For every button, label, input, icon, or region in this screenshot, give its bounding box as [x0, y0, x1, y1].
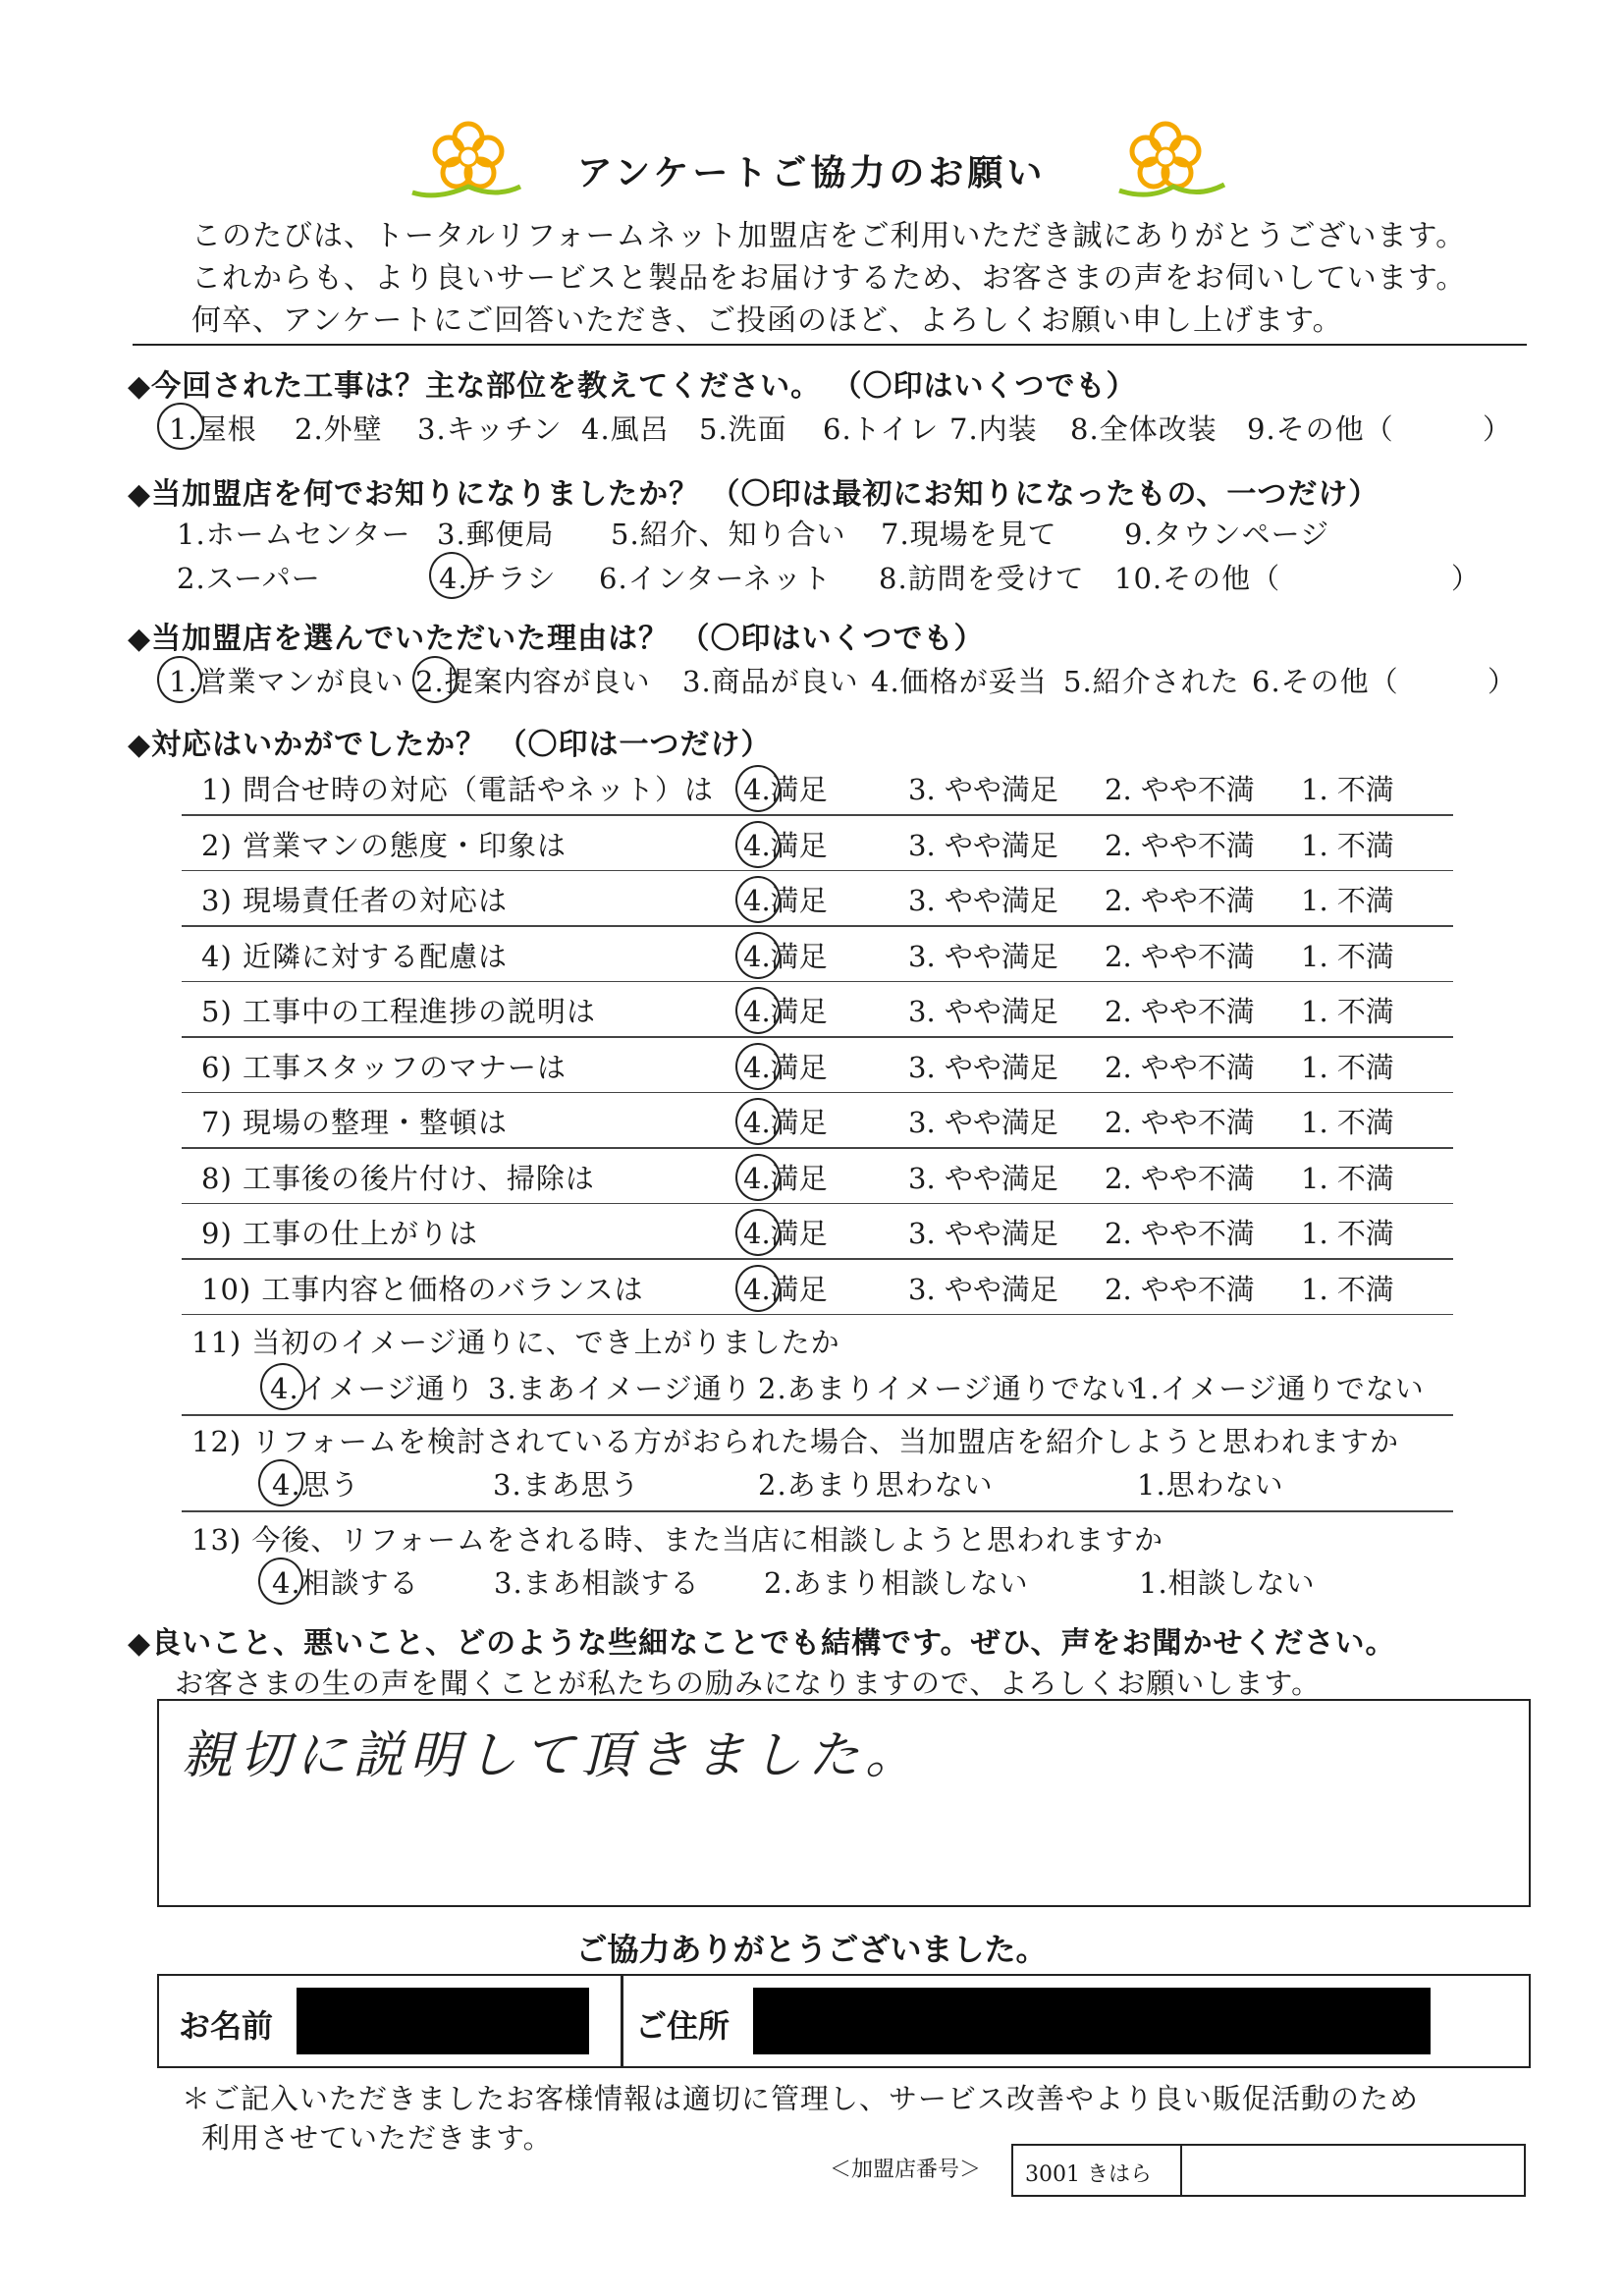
rating-option[interactable]: 4.満足	[743, 939, 828, 973]
rating-option[interactable]: 2. やや不満	[1105, 939, 1255, 973]
rating-option[interactable]: 3. やや満足	[908, 884, 1058, 917]
q3-option-1[interactable]: 1.営業マンが良い	[169, 665, 405, 698]
q4-note: （〇印は一つだけ）	[497, 728, 772, 762]
thanks-message: ご協力ありがとうございました。	[575, 1931, 1048, 1968]
rating-option[interactable]: 2. やや不満	[1105, 773, 1255, 806]
address-redaction	[753, 1988, 1431, 2054]
row-divider	[182, 1147, 1453, 1149]
q12-option-1[interactable]: 1.思わない	[1137, 1468, 1284, 1502]
q12-title: 12) リフォームを検討されている方がおられた場合、当加盟店を紹介しようと思われますか	[191, 1425, 1399, 1458]
answer-circle	[258, 1558, 303, 1605]
rating-option[interactable]: 1. 不満	[1301, 828, 1394, 862]
q13-option-1[interactable]: 1.相談しない	[1139, 1566, 1316, 1600]
q2-option-10-close: ）	[1451, 562, 1482, 595]
row-divider	[182, 1092, 1453, 1094]
customer-info-table	[157, 1974, 1531, 2068]
rating-option[interactable]: 1. 不満	[1301, 939, 1394, 973]
rating-option[interactable]: 2. やや不満	[1105, 1161, 1255, 1195]
q11-title: 11) 当初のイメージ通りに、でき上がりましたか	[191, 1326, 840, 1359]
comment-subtitle: お客さまの生の声を聞くことが私たちの励みになりますので、よろしくお願いします。	[175, 1667, 1322, 1700]
q1-option-5[interactable]: 5.洗面	[699, 412, 787, 446]
name-redaction	[297, 1988, 589, 2054]
rating-option[interactable]: 3. やや満足	[908, 1217, 1058, 1250]
q3-option-3[interactable]: 3.商品が良い	[682, 665, 859, 698]
q2-option-8[interactable]: 8.訪問を受けて	[879, 562, 1085, 595]
rating-option[interactable]: 4.満足	[743, 828, 828, 862]
q12-option-3[interactable]: 3.まあ思う	[493, 1468, 640, 1502]
answer-circle	[157, 656, 202, 703]
q12-option-4[interactable]: 4.思う	[272, 1468, 360, 1502]
rating-option[interactable]: 3. やや満足	[908, 1106, 1058, 1139]
row-divider	[182, 1258, 1453, 1260]
q13-option-2[interactable]: 2.あまり相談しない	[764, 1566, 1029, 1600]
q3-title: ◆当加盟店を選んでいただいた理由は？ （〇印はいくつでも）	[128, 622, 985, 656]
q3-option-4[interactable]: 4.価格が妥当	[871, 665, 1048, 698]
q1-option-3[interactable]: 3.キッチン	[417, 412, 563, 446]
row-divider	[182, 1414, 1453, 1416]
rating-option[interactable]: 2. やや不満	[1105, 1050, 1255, 1084]
q13-option-4[interactable]: 4.相談する	[272, 1566, 419, 1600]
q1-option-2[interactable]: 2.外壁	[295, 412, 383, 446]
row-divider	[182, 1314, 1453, 1316]
rating-option[interactable]: 3. やや満足	[908, 1272, 1058, 1306]
store-box-divider	[1180, 2146, 1182, 2195]
rating-row-label: 9) 工事の仕上がりは	[201, 1217, 478, 1250]
rating-option[interactable]: 2. やや不満	[1105, 1217, 1255, 1250]
q3-note: （〇印はいくつでも）	[679, 622, 985, 656]
intro-line-2: これからも、より良いサービスと製品をお届けするため、お客さまの声をお伺いしています。	[191, 261, 1467, 296]
rating-option[interactable]: 4.満足	[743, 1050, 828, 1084]
answer-circle	[735, 876, 781, 923]
q1-note: （〇印はいくつでも）	[832, 369, 1137, 404]
rating-row-label: 2) 営業マンの態度・印象は	[201, 828, 567, 862]
comment-title: ◆良いこと、悪いこと、どのような些細なことでも結構です。ぜひ、声をお聞かせください。	[128, 1626, 1396, 1661]
store-number-label: ＜加盟店番号＞	[830, 2158, 982, 2182]
q2-note: （〇印は最初にお知りになったもの、一つだけ）	[710, 477, 1380, 512]
rating-row-label: 1) 問合せ時の対応（電話やネット）は	[201, 773, 714, 806]
intro-line-1: このたびは、トータルリフォームネット加盟店をご利用いただき誠にありがとうございます。	[191, 219, 1467, 253]
rating-row-label: 3) 現場責任者の対応は	[201, 884, 508, 917]
comment-text: 親切に説明して頂きました。	[182, 1726, 923, 1785]
footnote-line-1: ＊ご記入いただきましたお客様情報は適切に管理し、サービス改善やより良い販促活動のため	[182, 2082, 1420, 2115]
q1-option-8[interactable]: 8.全体改装	[1070, 412, 1217, 446]
row-divider	[182, 925, 1453, 927]
answer-circle	[735, 987, 781, 1034]
info-divider	[621, 1976, 623, 2066]
rating-option[interactable]: 2. やや不満	[1105, 828, 1255, 862]
answer-circle	[258, 1459, 303, 1506]
answer-circle	[260, 1363, 305, 1410]
rating-option[interactable]: 2. やや不満	[1105, 1106, 1255, 1139]
q2-option-1[interactable]: 1.ホームセンター	[177, 518, 411, 551]
q11-option-4[interactable]: 4.イメージ通り	[270, 1372, 475, 1405]
answer-circle	[735, 1209, 781, 1256]
rating-row-label: 6) 工事スタッフのマナーは	[201, 1050, 567, 1084]
rating-row-label: 5) 工事中の工程進捗の説明は	[201, 995, 596, 1028]
rating-row-label: 10) 工事内容と価格のバランスは	[201, 1272, 644, 1306]
rating-option[interactable]: 4.満足	[743, 773, 828, 806]
answer-circle	[735, 765, 781, 812]
rating-option[interactable]: 3. やや満足	[908, 773, 1058, 806]
q1-title: ◆今回された工事は？主な部位を教えてください。 （〇印はいくつでも）	[128, 369, 1137, 404]
divider	[133, 344, 1527, 346]
q1-option-9[interactable]: 9.その他（	[1247, 412, 1394, 446]
answer-circle	[735, 1154, 781, 1201]
address-label: ご住所	[635, 2007, 730, 2045]
q1-option-6[interactable]: 6.トイレ	[823, 412, 940, 446]
rating-option[interactable]: 1. 不満	[1301, 1272, 1394, 1306]
rating-option[interactable]: 4.満足	[743, 1217, 828, 1250]
q2-option-9[interactable]: 9.タウンページ	[1124, 518, 1330, 551]
rating-option[interactable]: 4.満足	[743, 1106, 828, 1139]
q2-title: ◆当加盟店を何でお知りになりましたか？ （〇印は最初にお知りになったもの、一つだけ）	[128, 477, 1380, 512]
q2-option-4[interactable]: 4.チラシ	[439, 562, 557, 595]
q12-option-2[interactable]: 2.あまり思わない	[758, 1468, 994, 1502]
rating-option[interactable]: 4.満足	[743, 884, 828, 917]
rating-option[interactable]: 2. やや不満	[1105, 995, 1255, 1028]
rating-option[interactable]: 3. やや満足	[908, 939, 1058, 973]
rating-option[interactable]: 1. 不満	[1301, 773, 1394, 806]
q13-option-3[interactable]: 3.まあ相談する	[494, 1566, 700, 1600]
q11-option-2[interactable]: 2.あまりイメージ通りでない	[758, 1372, 1140, 1405]
rating-option[interactable]: 3. やや満足	[908, 1161, 1058, 1195]
q1-option-9-close: ）	[1483, 412, 1513, 446]
answer-circle	[157, 403, 204, 450]
row-divider	[182, 981, 1453, 983]
q3-option-6-close: ）	[1488, 665, 1518, 698]
q1-option-7[interactable]: 7.内装	[949, 412, 1038, 446]
rating-option[interactable]: 4.満足	[743, 995, 828, 1028]
rating-row-label: 7) 現場の整理・整頓は	[201, 1106, 508, 1139]
rating-option[interactable]: 3. やや満足	[908, 1050, 1058, 1084]
row-divider	[182, 1203, 1453, 1205]
footnote-line-2: 利用させていただきます。	[201, 2121, 553, 2155]
rating-option[interactable]: 1. 不満	[1301, 1161, 1394, 1195]
rating-option[interactable]: 1. 不満	[1301, 1106, 1394, 1139]
q2-option-5[interactable]: 5.紹介、知り合い	[611, 518, 846, 551]
rating-option[interactable]: 2. やや不満	[1105, 884, 1255, 917]
name-label: お名前	[179, 2007, 274, 2045]
rating-option[interactable]: 3. やや満足	[908, 995, 1058, 1028]
q3-option-6[interactable]: 6.その他（	[1252, 665, 1399, 698]
rating-option[interactable]: 1. 不満	[1301, 884, 1394, 917]
page-title: アンケートご協力のお願い	[576, 153, 1047, 193]
q1-option-1[interactable]: 1.屋根	[169, 412, 257, 446]
q3-option-2[interactable]: 2.提案内容が良い	[415, 665, 651, 698]
q13-title: 13) 今後、リフォームをされる時、また当店に相談しようと思われますか	[191, 1523, 1163, 1557]
rating-row-label: 8) 工事後の後片付け、掃除は	[201, 1161, 595, 1195]
rating-row-label: 4) 近隣に対する配慮は	[201, 939, 508, 973]
q11-option-3[interactable]: 3.まあイメージ通り	[488, 1372, 752, 1405]
rating-option[interactable]: 4.満足	[743, 1272, 828, 1306]
q2-option-7[interactable]: 7.現場を見て	[881, 518, 1057, 551]
answer-circle	[429, 552, 474, 599]
rating-option[interactable]: 1. 不満	[1301, 995, 1394, 1028]
row-divider	[182, 870, 1453, 872]
row-divider	[182, 814, 1453, 816]
q1-option-4[interactable]: 4.風呂	[581, 412, 670, 446]
answer-circle	[735, 821, 781, 868]
rating-option[interactable]: 4.満足	[743, 1161, 828, 1195]
answer-circle	[412, 656, 458, 703]
answer-circle	[735, 1098, 781, 1145]
q2-option-2[interactable]: 2.スーパー	[177, 562, 321, 595]
answer-circle	[735, 1043, 781, 1090]
q2-option-10[interactable]: 10.その他（	[1114, 562, 1281, 595]
rating-option[interactable]: 3. やや満足	[908, 828, 1058, 862]
q11-option-1[interactable]: 1.イメージ通りでない	[1131, 1372, 1425, 1405]
store-number-box	[1011, 2144, 1526, 2197]
rating-option[interactable]: 1. 不満	[1301, 1217, 1394, 1250]
row-divider	[182, 1510, 1453, 1512]
row-divider	[182, 1036, 1453, 1038]
q4-title: ◆対応はいかがでしたか？ （〇印は一つだけ）	[128, 728, 772, 762]
answer-circle	[735, 932, 781, 979]
rating-option[interactable]: 1. 不満	[1301, 1050, 1394, 1084]
q2-option-3[interactable]: 3.郵便局	[437, 518, 555, 551]
answer-circle	[735, 1265, 781, 1312]
q2-option-6[interactable]: 6.インターネット	[599, 562, 833, 595]
rating-option[interactable]: 2. やや不満	[1105, 1272, 1255, 1306]
store-number-value: 3001 きはら	[1025, 2162, 1152, 2187]
intro-line-3: 何卒、アンケートにご回答いただき、ご投函のほど、よろしくお願い申し上げます。	[191, 303, 1343, 338]
q3-option-5[interactable]: 5.紹介された	[1063, 665, 1240, 698]
